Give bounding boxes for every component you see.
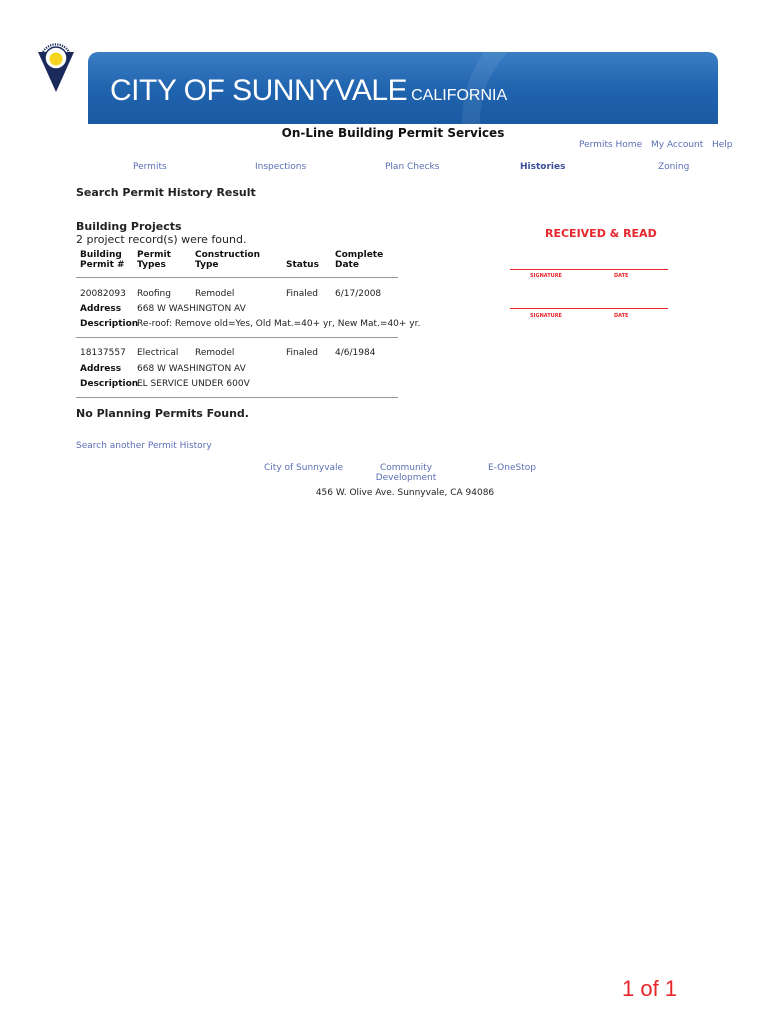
nav-permits[interactable]: Permits: [133, 162, 167, 172]
table-divider: [76, 337, 398, 338]
permit-status: Finaled: [286, 348, 318, 358]
permit-number: 20082093: [80, 289, 126, 299]
building-projects-heading: Building Projects: [76, 220, 182, 233]
address-label: Address: [80, 364, 122, 374]
footer-address: 456 W. Olive Ave. Sunnyvale, CA 94086: [315, 488, 495, 498]
signature-line: [510, 308, 668, 309]
complete-date: 4/6/1984: [335, 348, 376, 358]
help-link[interactable]: Help: [712, 140, 733, 150]
date-caption: DATE: [614, 313, 629, 319]
footer-eonestop-link[interactable]: E-OneStop: [488, 463, 536, 473]
permit-type: Electrical: [137, 348, 179, 358]
banner-state: CALIFORNIA: [411, 87, 508, 104]
permit-type: Roofing: [137, 289, 171, 299]
description-label: Description: [80, 319, 139, 329]
footer-city-link[interactable]: City of Sunnyvale: [264, 463, 344, 473]
description-label: Description: [80, 379, 139, 389]
col-header-status: Status: [286, 260, 319, 270]
search-another-link[interactable]: Search another Permit History: [76, 441, 212, 451]
description-value: Re-roof: Remove old=Yes, Old Mat.=40+ yr, New Mat.=40+ yr.: [137, 319, 421, 329]
col-header-permit: Building Permit #: [80, 250, 125, 270]
complete-date: 6/17/2008: [335, 289, 382, 299]
construction-type: Remodel: [195, 348, 235, 358]
col-header-construction-type: Construction Type: [195, 250, 261, 270]
result-heading: Search Permit History Result: [76, 186, 256, 199]
table-divider: [76, 277, 398, 278]
nav-zoning[interactable]: Zoning: [658, 162, 690, 172]
city-seal-logo: [36, 40, 76, 94]
col-header-complete-date: Complete Date: [335, 250, 384, 270]
signature-line: [510, 269, 668, 270]
nav-histories[interactable]: Histories: [520, 162, 566, 172]
footer-community-link[interactable]: Community Development: [375, 463, 437, 483]
banner-title: [110, 74, 507, 108]
signature-caption: SIGNATURE: [530, 313, 562, 319]
signature-caption: SIGNATURE: [530, 273, 562, 279]
address-value: 668 W WASHINGTON AV: [137, 364, 246, 374]
permit-number: 18137557: [80, 348, 126, 358]
permit-status: Finaled: [286, 289, 318, 299]
address-label: Address: [80, 304, 122, 314]
banner-city-name: CITY OF SUNNYVALE: [110, 74, 408, 107]
page-title: On-Line Building Permit Services: [281, 126, 505, 140]
table-divider: [76, 397, 398, 398]
header-banner: [88, 52, 718, 124]
nav-inspections[interactable]: Inspections: [255, 162, 307, 172]
no-planning-permits: No Planning Permits Found.: [76, 407, 249, 420]
description-value: EL SERVICE UNDER 600V: [137, 379, 250, 389]
col-header-permit-types: Permit Types: [137, 250, 171, 270]
page-number: 1 of 1: [622, 976, 678, 1001]
permits-home-link[interactable]: Permits Home: [579, 140, 643, 150]
construction-type: Remodel: [195, 289, 235, 299]
my-account-link[interactable]: My Account: [651, 140, 704, 150]
nav-plan-checks[interactable]: Plan Checks: [385, 162, 440, 172]
address-value: 668 W WASHINGTON AV: [137, 304, 246, 314]
date-caption: DATE: [614, 273, 629, 279]
records-found-text: 2 project record(s) were found.: [76, 233, 247, 246]
received-read-stamp: RECEIVED & READ: [545, 227, 657, 240]
